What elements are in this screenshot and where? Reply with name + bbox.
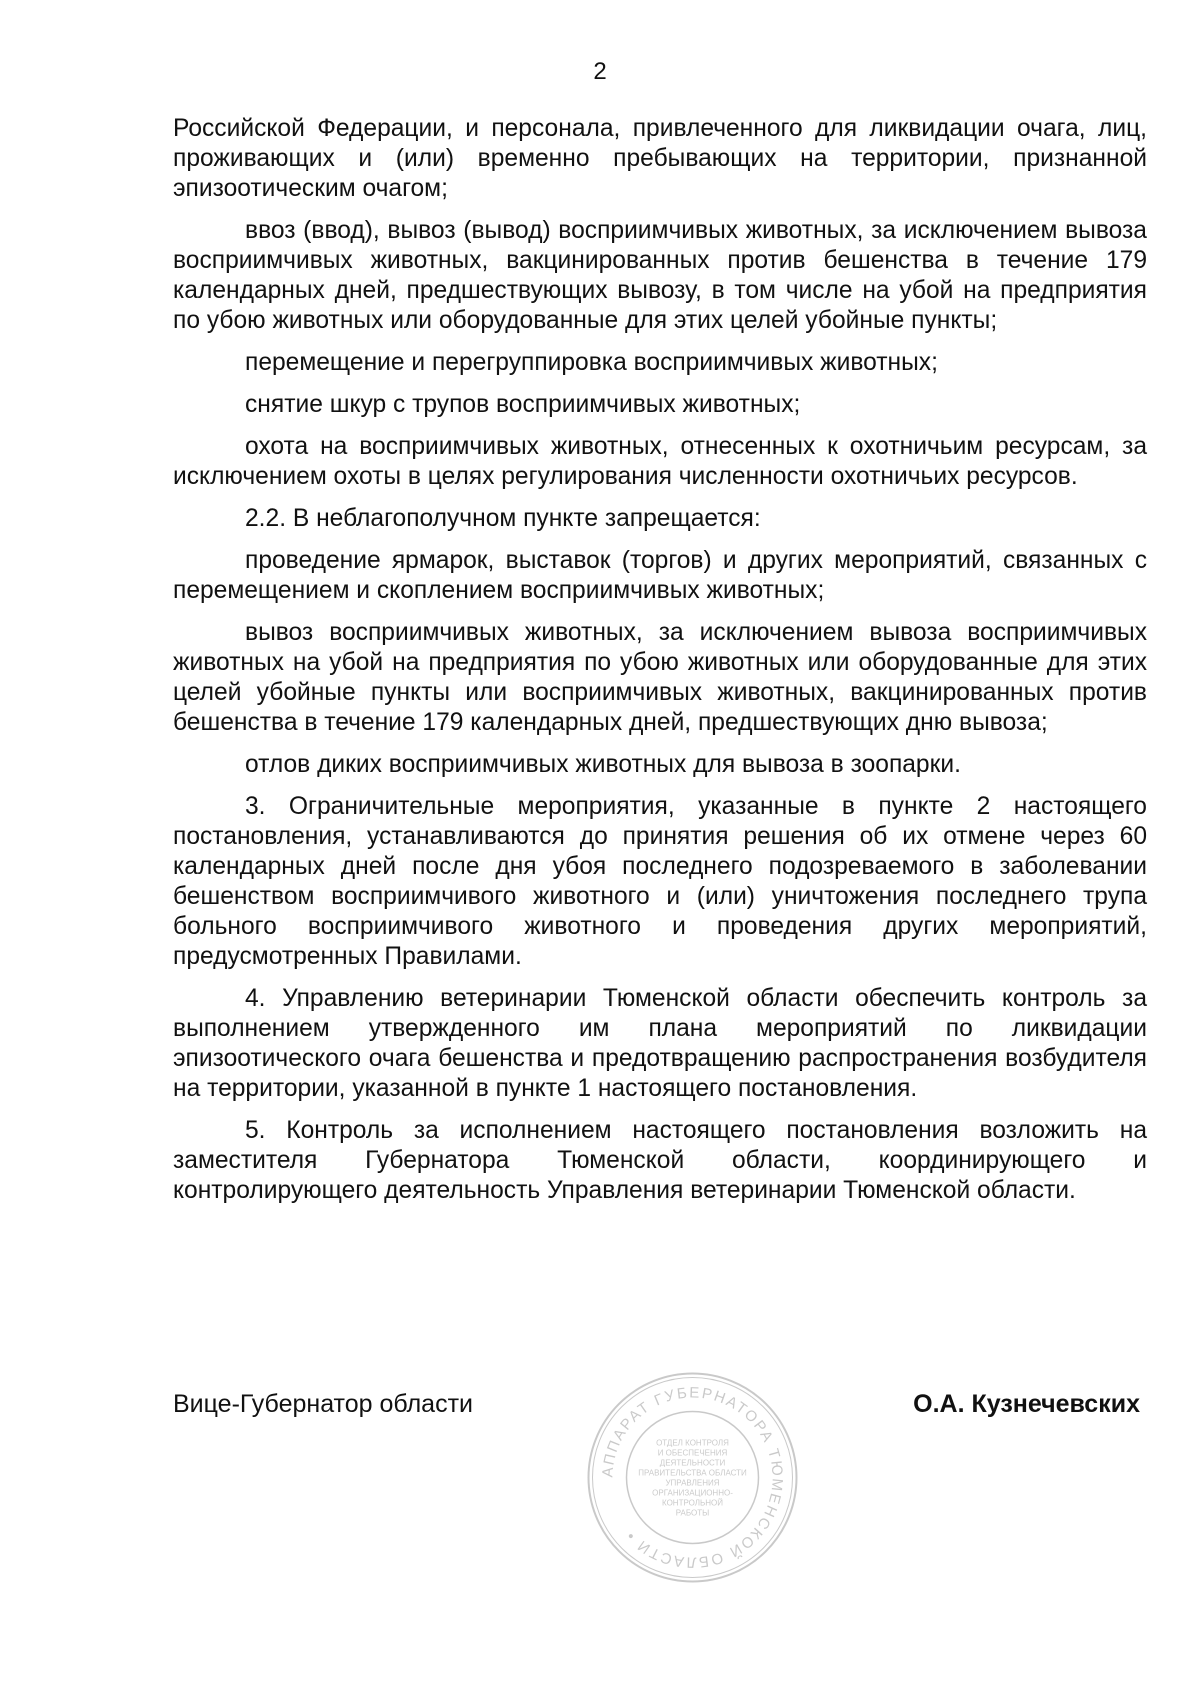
paragraph: охота на восприимчивых животных, отнесенных к охотничьим ресурсам, за исключением охоты в целях регулирования численности охотничьих ресурсов. (173, 433, 1147, 490)
signatory-title: Вице-Губернатор области (173, 1390, 473, 1418)
stamp-center-line: УПРАВЛЕНИЯ (665, 1478, 720, 1488)
stamp-ring-text: АППАРАТ ГУБЕРНАТОРА ТЮМЕНСКОЙ ОБЛАСТИ • (599, 1384, 786, 1571)
paragraph: снятие шкур с трупов восприимчивых животных; (245, 391, 801, 418)
paragraph: Российской Федерации, и персонала, привлеченного для ликвидации очага, лиц, проживающих и (или) временно пребывающих на территории, признанной эпизоотическим очагом; (173, 115, 1147, 202)
stamp-center-line: ОТДЕЛ КОНТРОЛЯ (656, 1438, 729, 1448)
paragraph: 3. Ограничительные мероприятия, указанные в пункте 2 настоящего постановления, устанавливаются до принятия решения об их отмене через 60 календарных дней после дня убоя последнего подозреваемого в заболевании бешенством восприимчивого животного и (или) уничтожения последнего трупа больного восприимчивого животного и проведения других мероприятий, предусмотренных Правилами. (173, 793, 1147, 970)
paragraph: 2.2. В неблагополучном пункте запрещается: (245, 505, 761, 532)
page-number: 2 (593, 58, 607, 85)
paragraph: 5. Контроль за исполнением настоящего постановления возложить на заместителя Губернатора Тюменской области, координирующего и контролирующего деятельность Управления ветеринарии Тюменской области. (173, 1117, 1147, 1204)
document-body (173, 114, 1147, 1218)
paragraph: вывоз восприимчивых животных, за исключением вывоза восприимчивых животных на убой на предприятия по убою животных или оборудованные для этих целей убойные пункты или восприимчивых животных, вакцинированных против бешенства в течение 179 календарных дней, предшествующих дню вывоза; (173, 619, 1147, 736)
paragraph: отлов диких восприимчивых животных для вывоза в зоопарки. (245, 751, 961, 778)
stamp-center-line: И ОБЕСПЕЧЕНИЯ (657, 1448, 728, 1458)
signatory-name: О.А. Кузнечевских (913, 1390, 1140, 1418)
paragraph: проведение ярмарок, выставок (торгов) и других мероприятий, связанных с перемещением и скоплением восприимчивых животных; (173, 547, 1147, 604)
paragraph: ввоз (ввод), вывоз (вывод) восприимчивых животных, за исключением вывоза восприимчивых животных, вакцинированных против бешенства в течение 179 календарных дней, предшествующих вывозу, в том числе на убой на предприятия по убою животных или оборудованные для этих целей убойные пункты; (173, 217, 1147, 334)
official-stamp (585, 1370, 800, 1585)
stamp-center-line: ПРАВИТЕЛЬСТВА ОБЛАСТИ (638, 1468, 747, 1478)
stamp-center-line: КОНТРОЛЬНОЙ (662, 1498, 723, 1508)
paragraph: 4. Управлению ветеринарии Тюменской области обеспечить контроль за выполнением утвержденного им плана мероприятий по ликвидации эпизоотического очага бешенства и предотвращению распространения возбудителя на территории, указанной в пункте 1 настоящего постановления. (173, 985, 1147, 1102)
stamp-center-line: РАБОТЫ (675, 1508, 710, 1518)
stamp-center-line: ДЕЯТЕЛЬНОСТИ (659, 1458, 726, 1468)
stamp-center-line: ОРГАНИЗАЦИОННО- (652, 1488, 733, 1498)
paragraph: перемещение и перегруппировка восприимчивых животных; (245, 349, 938, 376)
